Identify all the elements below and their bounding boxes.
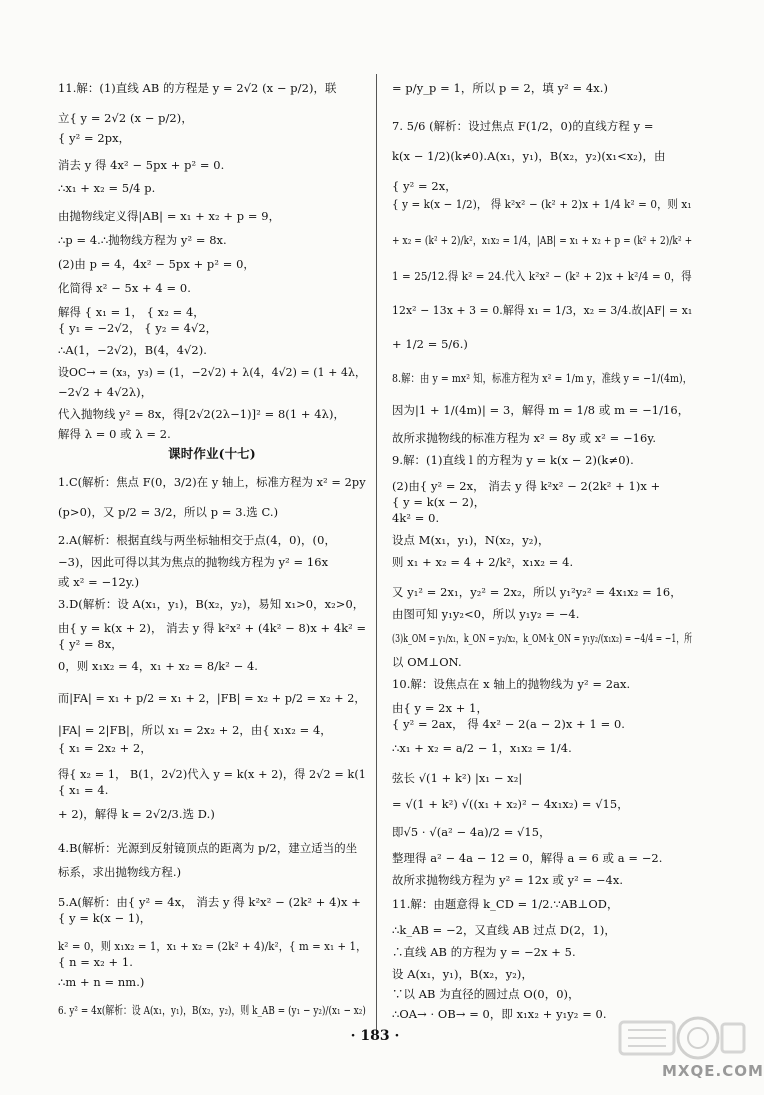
page-number: · 183 · (350, 1028, 400, 1044)
text-line: k² = 0，则 x₁x₂ = 1，x₁ + x₂ = (2k² + 4)/k²，{ m = x₁ + 1， (58, 939, 367, 953)
text-line: 解得 λ = 0 或 λ = 2. (58, 427, 171, 441)
text-line: 2.A(解析：根据直线与两坐标轴相交于点(4，0)，(0， (58, 533, 336, 547)
text-line: 又 y₁² = 2x₁，y₂² = 2x₂，所以 y₁²y₂² = 4x₁x₂ = 16， (392, 585, 682, 599)
text-line: 故所求抛物线的标准方程为 x² = 8y 或 x² = −16y. (392, 431, 657, 445)
text-line: ∴A(1，−2√2)，B(4，4√2). (58, 343, 207, 357)
text-line: 故所求抛物线方程为 y² = 12x 或 y² = −4x. (392, 873, 624, 887)
text-line: ∴k_AB = −2，又直线 AB 过点 D(2，1)， (392, 923, 616, 937)
text-line: k(x − 1/2)(k≠0).A(x₁，y₁)，B(x₂，y₂)(x₁<x₂)，由 (392, 149, 666, 163)
text-line: 10.解：设焦点在 x 轴上的抛物线为 y² = 2ax. (392, 677, 631, 691)
watermark-text: MXQE.COM (662, 1062, 764, 1080)
text-line: 得{ x₂ = 1， B(1，2√2)代入 y = k(x + 2)，得 2√2 = k(1 (58, 767, 366, 781)
text-line: { y = k(x − 1)， (58, 911, 152, 925)
text-line: ∴直线 AB 的方程为 y = −2x + 5. (392, 945, 576, 959)
text-line: { y = k(x − 1/2)， 得 k²x² − (k² + 2)x + 1/4 k² = 0，则 x₁ (392, 197, 692, 211)
text-line: 因为|1 + 1/(4m)| = 3，解得 m = 1/8 或 m = −1/16， (392, 403, 690, 417)
text-line: 整理得 a² − 4a − 12 = 0，解得 a = 6 或 a = −2. (392, 851, 663, 865)
text-line: { y = k(x − 2)， (392, 495, 486, 509)
text-line: { y² = 2ax， 得 4x² − 2(a − 2)x + 1 = 0. (392, 717, 626, 731)
text-line: (p>0)，又 p/2 = 3/2，所以 p = 3.选 C.) (58, 505, 279, 519)
text-line: 6. y² = 4x(解析：设 A(x₁，y₁)，B(x₂，y₂)，则 k_AB = (y₁ − y₂)/(x₁ − x₂) (58, 1003, 366, 1017)
text-line: 则 x₁ + x₂ = 4 + 2/k²，x₁x₂ = 4. (392, 555, 574, 569)
text-line: 4.B(解析：光源到反射镜顶点的距离为 p/2，建立适当的坐 (58, 841, 358, 855)
text-line: 由{ y = 2x + 1， (392, 701, 488, 715)
text-line: 9.解：(1)直线 l 的方程为 y = k(x − 2)(k≠0). (392, 453, 634, 467)
section-title: 课时作业(十七) (168, 446, 256, 461)
text-line: 设 A(x₁，y₁)，B(x₂，y₂)， (392, 967, 533, 981)
text-line: 1.C(解析：焦点 F(0，3/2)在 y 轴上，标准方程为 x² = 2py (58, 475, 366, 489)
text-line: ∴x₁ + x₂ = 5/4 p. (58, 181, 156, 195)
text-line: 代入抛物线 y² = 8x，得[2√2(2λ−1)]² = 8(1 + 4λ)， (58, 407, 345, 421)
text-line: { y² = 8x， (58, 637, 123, 651)
text-line: 4k² = 0. (392, 511, 440, 525)
text-line: 以 OM⊥ON. (392, 655, 462, 669)
text-line: 8.解：由 y = mx² 知，标准方程为 x² = 1/m y，准线 y = −1/(4m)， (392, 371, 693, 385)
text-line: { x₁ = 2x₂ + 2， (58, 741, 152, 755)
text-line: { y² = 2px， (58, 131, 131, 145)
text-line: 消去 y 得 4x² − 5px + p² = 0. (58, 158, 225, 172)
text-line: |FA| = 2|FB|，所以 x₁ = 2x₂ + 2，由{ x₁x₂ = 4， (58, 723, 332, 737)
text-line: 化简得 x² − 5x + 4 = 0. (58, 281, 191, 295)
text-line: 由{ y = k(x + 2)， 消去 y 得 k²x² + (4k² − 8)x + 4k² = (58, 621, 367, 635)
text-line: 由图可知 y₁y₂<0，所以 y₁y₂ = −4. (392, 607, 580, 621)
text-line: { x₁ = 4. (58, 783, 109, 797)
text-line: (2)由 p = 4，4x² − 5px + p² = 0， (58, 257, 255, 271)
text-line: 1 = 25/12.得 k² = 24.代入 k²x² − (k² + 2)x + k²/4 = 0，得 (392, 269, 692, 283)
text-line: 即√5 · √(a² − 4a)/2 = √15， (392, 825, 551, 839)
text-line: 设OC→ = (x₃，y₃) = (1，−2√2) + λ(4，4√2) = (1 + 4λ， (58, 365, 366, 379)
text-line: + x₂ = (k² + 2)/k²，x₁x₂ = 1/4，|AB| = x₁ + x₂ + p = (k² + 2)/k² + (392, 233, 693, 247)
text-line: 解得 { x₁ = 1， { x₂ = 4， (58, 305, 205, 319)
text-line: 3.D(解析：设 A(x₁，y₁)，B(x₂，y₂)，易知 x₁>0，x₂>0， (58, 597, 365, 611)
text-line: ∴OA→ · OB→ = 0，即 x₁x₂ + y₁y₂ = 0. (392, 1007, 607, 1021)
text-line: + 2)，解得 k = 2√2/3.选 D.) (58, 807, 215, 821)
text-line: 或 x² = −12y.) (58, 575, 140, 589)
text-line: 0，则 x₁x₂ = 4，x₁ + x₂ = 8/k² − 4. (58, 659, 259, 673)
text-line: ∴p = 4.∴抛物线方程为 y² = 8x. (58, 233, 227, 247)
text-line: { y² = 2x， (392, 179, 457, 193)
text-line: −3)，因此可得以其为焦点的抛物线方程为 y² = 16x (58, 555, 329, 569)
text-line: 7. 5/6 (解析：设过焦点 F(1/2，0)的直线方程 y = (392, 119, 654, 133)
text-line: 5.A(解析：由{ y² = 4x， 消去 y 得 k²x² − (2k² + 4)x + (58, 895, 361, 909)
text-line: { y₁ = −2√2， { y₂ = 4√2， (58, 321, 218, 335)
text-line: (2)由{ y² = 2x， 消去 y 得 k²x² − 2(2k² + 1)x + (392, 479, 661, 493)
text-line: = p/y_p = 1，所以 p = 2，填 y² = 4x.) (392, 81, 608, 95)
text-line: 12x² − 13x + 3 = 0.解得 x₁ = 1/3，x₂ = 3/4.故|AF| = x₁ (392, 303, 693, 317)
text-line: 11.解：由题意得 k_CD = 1/2.∵AB⊥OD， (392, 897, 619, 911)
text-line: ∴m + n = nm.) (58, 975, 145, 989)
text-line: 而|FA| = x₁ + p/2 = x₁ + 2，|FB| = x₂ + p/2 = x₂ + 2， (58, 691, 366, 705)
text-line: 11.解：(1)直线 AB 的方程是 y = 2√2 (x − p/2)，联 (58, 81, 337, 95)
text-line: (3)k_OM = y₁/x₁，k_ON = y₂/x₂，k_OM·k_ON = y₁y₂/(x₁x₂) = −4/4 = −1，所 (392, 631, 693, 645)
text-line: 设点 M(x₁，y₁)，N(x₂，y₂)， (392, 533, 550, 547)
column-divider (376, 74, 377, 1034)
text-line: 标系，求出抛物线方程.) (58, 865, 182, 879)
text-line: 立{ y = 2√2 (x − p/2)， (58, 111, 193, 125)
text-line: = √(1 + k²) √((x₁ + x₂)² − 4x₁x₂) = √15， (392, 797, 629, 811)
text-line: 弦长 √(1 + k²) |x₁ − x₂| (392, 771, 523, 785)
text-line: + 1/2 = 5/6.) (392, 337, 468, 351)
text-line: 由抛物线定义得|AB| = x₁ + x₂ + p = 9， (58, 209, 281, 223)
text-line: ∴x₁ + x₂ = a/2 − 1，x₁x₂ = 1/4. (392, 741, 572, 755)
text-line: −2√2 + 4√2λ)， (58, 385, 153, 399)
text-line: { n = x₂ + 1. (58, 955, 133, 969)
text-line: ∵以 AB 为直径的圆过点 O(0，0)， (392, 987, 580, 1001)
